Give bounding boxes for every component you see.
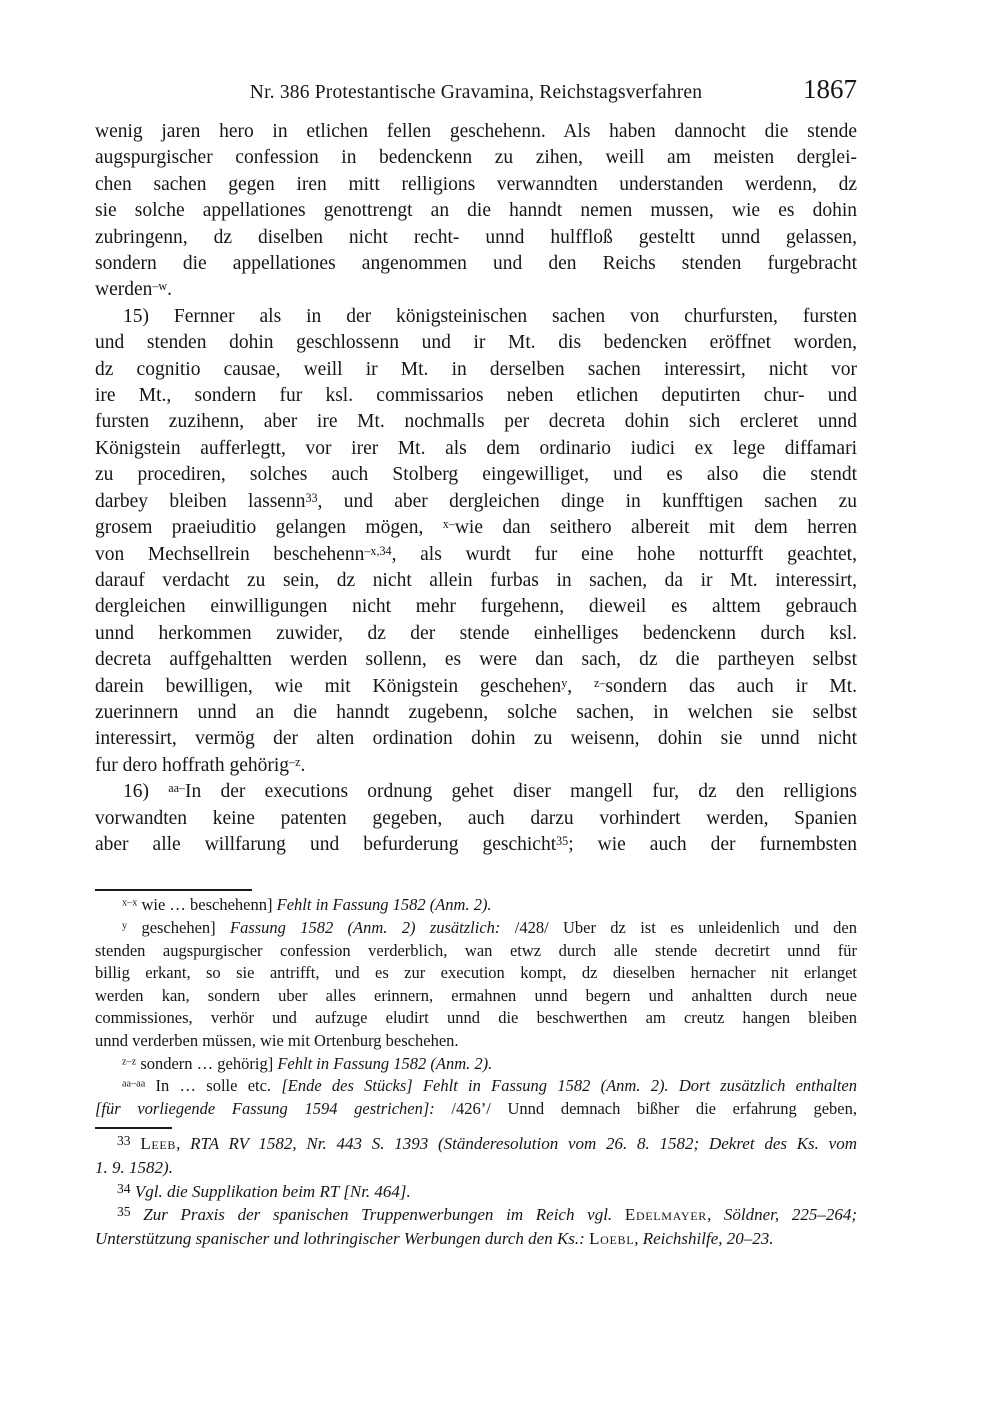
text-span: sie solche appellationes genottrengt an die hanndt nemen mussen, wie es dohin	[95, 200, 857, 222]
text-span: billig erkant, so sie antrifft, und es zur execution kompt, dz dieselben hernacher nit erlanget	[95, 963, 857, 983]
text-span: Zur Praxis der spanischen Truppenwerbungen im Reich vgl.	[143, 1205, 625, 1225]
text-line	[95, 304, 857, 330]
text-line	[95, 198, 857, 224]
text-span: fursten zuzihenn, aber ire Mt. nochmalls per decreta dohin sich ercleret unnd	[95, 411, 857, 433]
text-span: ; wie auch der furnembsten	[568, 833, 857, 855]
footnote-marker: y	[561, 675, 568, 690]
text-line	[95, 277, 857, 303]
text-span: werden kan, sondern uber alles erinnern, ermahnen unnd begern und anhaltten durch neue	[95, 985, 857, 1005]
text-span: sondern die appellationes angenommen und den Reichs stenden furgebracht	[95, 253, 857, 275]
text-span: Fehlt in Fassung 1582 (Anm. 2).	[276, 895, 492, 915]
text-line	[95, 674, 857, 700]
text-span: darein bewilligen, wie mit Königstein geschehen	[95, 675, 562, 697]
text-span: geschehen]	[127, 917, 230, 937]
text-line	[95, 594, 857, 620]
text-line	[95, 462, 857, 488]
text-line	[95, 542, 857, 568]
text-span: und stenden dohin geschlossenn und ir Mt. dis bedencken eröffnet worden,	[95, 332, 857, 354]
text-span: Königstein aufferlegtt, vor irer Mt. als dem ordinario iudici ex lege diffamari	[95, 437, 857, 459]
text-span: Unterstützung spanischer und lothringischer Werbungen durch den Ks.:	[95, 1229, 590, 1249]
text-span: , RTA RV 1582, Nr. 443 S. 1393 (Ständeresolution vom 26. 8. 1582; Dekret des Ks. vom	[176, 1134, 857, 1154]
text-line	[95, 985, 857, 1008]
text-line	[95, 621, 857, 647]
text-span: wenig jaren hero in etlichen fellen geschehenn. Als haben dannocht die stende	[95, 121, 857, 142]
text-line	[95, 1227, 857, 1251]
text-span: darauf verdacht zu sein, dz nicht allein furbas in sachen, da ir Mt. interessirt,	[95, 569, 857, 591]
text-span: In … solle etc.	[145, 1076, 282, 1096]
apparatus-separator-rule	[95, 889, 252, 891]
text-span	[131, 1205, 144, 1224]
footnote-marker: 35	[117, 1204, 131, 1220]
text-span: Leeb	[140, 1134, 177, 1154]
text-line	[95, 357, 857, 383]
footnote-marker: y	[122, 920, 128, 932]
text-span: Fehlt in Fassung 1582 (Anm. 2).	[277, 1053, 493, 1073]
text-span: von Mechsellrein beschehenn	[95, 543, 365, 565]
text-span: interessirt, vermög der alten ordination dohin zu weisenn, dohin sie unnd nicht	[95, 728, 857, 750]
text-span: 15) Fernner als in der königsteinischen sachen von churfursten, fursten	[123, 305, 857, 327]
text-line	[95, 1053, 857, 1076]
running-header-title: Nr. 386 Protestantische Gravamina, Reichstagsverfahren	[249, 82, 703, 103]
text-line	[95, 753, 857, 779]
text-span: darbey bleiben lassenn	[95, 490, 306, 512]
text-line	[95, 330, 857, 356]
text-span: /428/ Uber dz ist es unleidenlich und den	[500, 917, 857, 937]
text-span: decreta auffgehaltten werden sollenn, es were dan sach, dz die partheyen selbst	[95, 649, 857, 671]
text-line	[95, 1007, 857, 1030]
footnote-marker: 35	[556, 833, 569, 848]
text-span: stenden augspurgischer confession verderblich, wan etwz durch alle stende decretirt unnd für	[95, 940, 857, 960]
paragraph-15	[95, 304, 857, 779]
footnote-marker: 33	[305, 490, 318, 505]
text-span	[131, 1134, 141, 1153]
text-span: werden	[95, 279, 153, 301]
apparatus-note-z	[95, 1053, 857, 1076]
text-line	[95, 1156, 857, 1180]
text-line	[95, 806, 857, 832]
text-line	[95, 894, 857, 917]
text-span: fur dero hoffrath gehörig	[95, 754, 290, 776]
text-span: commissiones, verhör und aufzuge eludirt unnd die beschwerthen am creutz hangen bleiben	[95, 1008, 857, 1028]
footnote-marker: aa–aa	[122, 1078, 146, 1090]
text-line	[95, 145, 857, 171]
text-span: sondern das auch ir Mt.	[605, 675, 857, 697]
text-line	[95, 251, 857, 277]
text-span: wie dan seithero albereit mit dem herren	[454, 517, 857, 539]
text-span: , und aber dergleichen dinge in kunfftigen sachen zu	[317, 490, 857, 512]
footnote-marker: 33	[117, 1133, 131, 1149]
text-span: ire Mt., sondern fur ksl. commissarios neben etlichen deputirten chur- und	[95, 385, 857, 407]
footnote-35	[95, 1203, 857, 1250]
text-span: 1. 9. 1582).	[95, 1158, 173, 1178]
text-span: vorwandten keine patenten gegeben, auch darzu vorhindert werden, Spanien	[95, 807, 857, 829]
footnote-marker: z–	[594, 675, 606, 690]
text-line	[95, 225, 857, 251]
footnotes	[95, 1132, 857, 1251]
text-span: Edelmayer	[624, 1205, 707, 1225]
footnote-34	[95, 1180, 857, 1204]
footnote-separator-rule	[95, 1127, 172, 1129]
text-line	[95, 119, 857, 145]
text-line	[95, 940, 857, 963]
text-line	[95, 726, 857, 752]
footnote-marker: 34	[117, 1180, 131, 1196]
text-span: zuerinnern unnd an die hanndt zugebenn, solche sachen, in welchen sie selbst	[95, 701, 857, 723]
apparatus-note-y	[95, 917, 857, 1053]
text-span: wie … beschehenn]	[137, 895, 277, 915]
paragraph-16	[95, 779, 857, 858]
text-line	[95, 1098, 857, 1121]
running-header	[95, 74, 857, 108]
text-line	[95, 1075, 857, 1098]
text-span: augspurgischer confession in bedenckenn zu zihen, weill am meisten derglei-	[95, 147, 857, 169]
footnote-marker: –z	[289, 754, 301, 769]
text-span: unnd verderben müssen, wie mit Ortenburg beschehen.	[95, 1030, 459, 1050]
footnote-33	[95, 1132, 857, 1179]
text-line	[95, 172, 857, 198]
text-line	[95, 1203, 857, 1227]
text-line	[95, 568, 857, 594]
text-span: .	[167, 279, 173, 301]
text-line	[95, 1030, 857, 1053]
text-span: .	[300, 754, 306, 776]
text-line	[95, 647, 857, 673]
footnote-marker: –x,34	[364, 543, 392, 558]
text-span: Fassung 1582 (Anm. 2) zusätzlich:	[229, 917, 501, 937]
footnote-marker: z–z	[122, 1056, 137, 1068]
text-span: 16)	[123, 781, 169, 803]
text-span: In der executions ordnung gehet diser mangell fur, dz den relligions	[185, 781, 857, 803]
text-span: ,	[567, 675, 595, 697]
text-span: dz cognitio causae, weill ir Mt. in derselben sachen interessirt, nicht vor	[95, 358, 857, 380]
text-line	[95, 1180, 857, 1204]
apparatus	[95, 894, 857, 1120]
text-span: /426’/ Unnd demnach bißher die erfahrung geben,	[434, 1098, 857, 1118]
footnote-marker: x–x	[122, 898, 138, 910]
footnote-marker: –w	[152, 279, 168, 294]
text-line	[95, 779, 857, 805]
text-span: unnd herkommen zuwider, dz der stende einhelliges bedenckenn durch ksl.	[95, 622, 857, 644]
text-span: sondern … gehörig]	[136, 1053, 278, 1073]
text-span: Vgl. die Supplikation beim RT [Nr. 464].	[134, 1181, 411, 1201]
text-line	[95, 700, 857, 726]
text-line	[95, 436, 857, 462]
text-span: chen sachen gegen iren mitt relligions verwanndten understanden werdenn, dz	[95, 173, 857, 195]
text-line	[95, 1132, 857, 1156]
text-span: [Ende des Stücks] Fehlt in Fassung 1582 (Anm. 2). Dort zusätzlich enthalten	[281, 1076, 857, 1096]
text-span: zu procediren, solches auch Stolberg eingewilliget, und es also die stendt	[95, 464, 857, 486]
text-span: , Söldner, 225–264;	[706, 1205, 857, 1225]
footnote-marker: aa–	[168, 781, 186, 796]
text-span: dergleichen einwilligungen nicht mehr furgehenn, dieweil es alttem gebrauch	[95, 596, 857, 618]
text-line	[95, 917, 857, 940]
text-line	[95, 962, 857, 985]
text-line	[95, 832, 857, 858]
page-number: 1867	[803, 74, 857, 104]
text-span: Loebl	[589, 1229, 635, 1249]
text-line	[95, 409, 857, 435]
apparatus-note-aa	[95, 1075, 857, 1120]
text-span: grosem praeiuditio gelangen mögen,	[95, 517, 443, 539]
text-span: , als wurdt fur eine hohe notturfft geachtet,	[391, 543, 857, 565]
text-line	[95, 489, 857, 515]
text-column	[95, 0, 857, 1251]
text-line	[95, 383, 857, 409]
text-span: aber alle willfarung und befurderung geschicht	[95, 833, 557, 855]
text-span: [für vorliegende Fassung 1594 gestrichen]:	[95, 1098, 435, 1118]
paragraph-continuation	[95, 119, 857, 304]
text-line	[95, 515, 857, 541]
body-text	[95, 119, 857, 858]
apparatus-note-x	[95, 894, 857, 917]
text-span: , Reichshilfe, 20–23.	[634, 1229, 774, 1249]
text-span: zubringenn, dz diselben nicht recht- unnd hulffloß gesteltt unnd gelassen,	[95, 226, 857, 248]
footnote-marker: x–	[442, 517, 455, 532]
